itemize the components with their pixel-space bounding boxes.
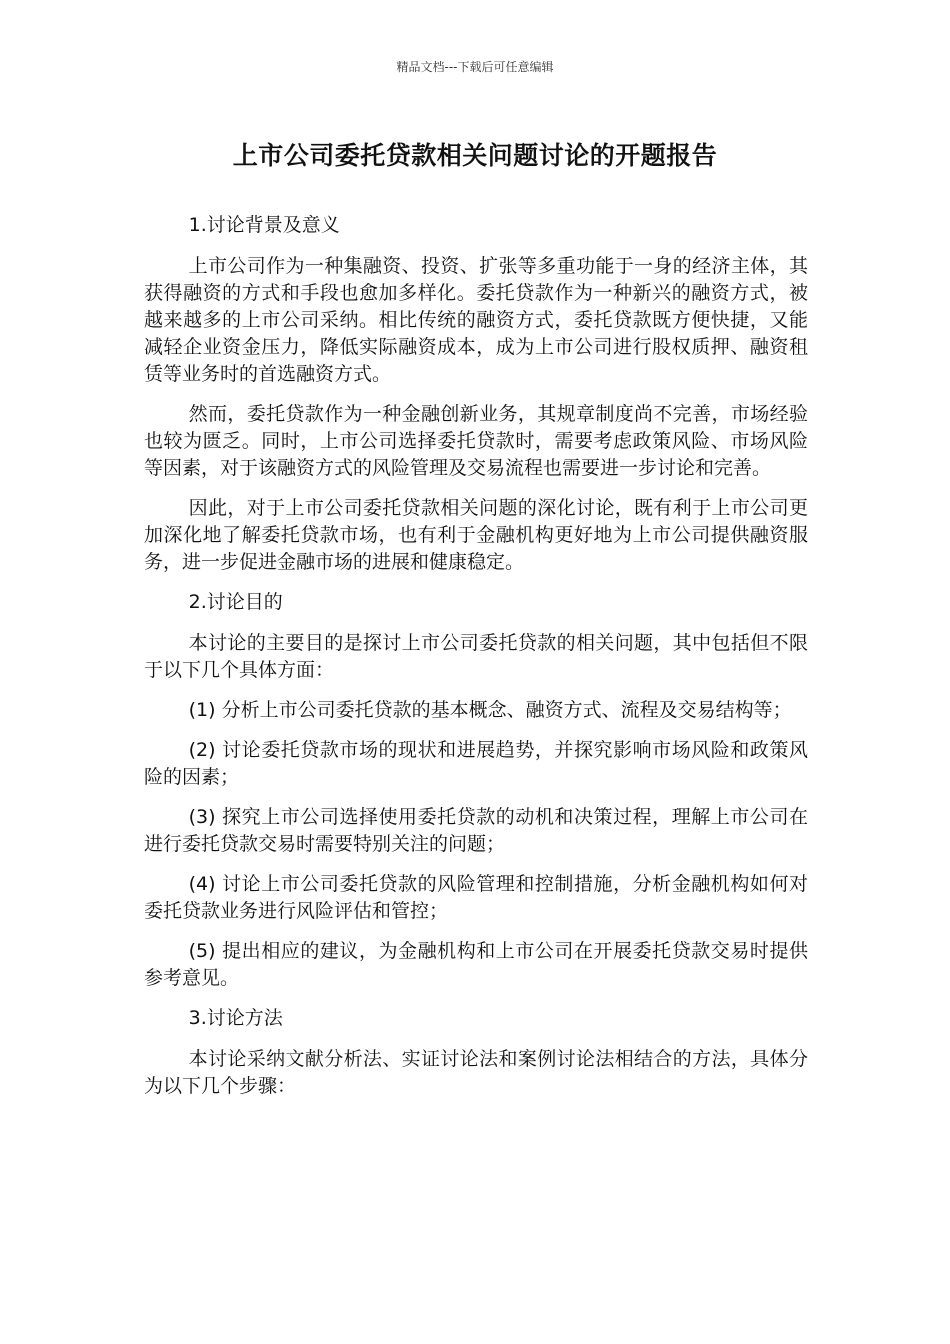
list-item-purpose-4: (4) 讨论上市公司委托贷款的风险管理和控制措施，分析金融机构如何对委托贷款业务进行风险评估和管控；	[144, 873, 808, 922]
section-heading-background: 1.讨论背景及意义	[188, 214, 340, 236]
list-item-purpose-5: (5) 提出相应的建议，为金融机构和上市公司在开展委托贷款交易时提供参考意见。	[144, 940, 808, 989]
paragraph-background-1: 上市公司作为一种集融资、投资、扩张等多重功能于一身的经济主体，其获得融资的方式和手段也愈加多样化。委托贷款作为一种新兴的融资方式，被越来越多的上市公司采纳。相比传统的融资方式，委托贷款既方便快捷，又能减轻企业资金压力，降低实际融资成本，成为上市公司进行股权质押、融资租赁等业务时的首选融资方式。	[144, 255, 808, 385]
list-item-purpose-3: (3) 探究上市公司选择使用委托贷款的动机和决策过程，理解上市公司在进行委托贷款交易时需要特别关注的问题；	[144, 806, 808, 855]
paragraph-purpose-intro: 本讨论的主要目的是探讨上市公司委托贷款的相关问题，其中包括但不限于以下几个具体方面：	[144, 632, 808, 681]
paragraph-background-3: 因此，对于上市公司委托贷款相关问题的深化讨论，既有利于上市公司更加深化地了解委托贷款市场，也有利于金融机构更好地为上市公司提供融资服务，进一步促进金融市场的进展和健康稳定。	[144, 497, 808, 573]
document-title: 上市公司委托贷款相关问题讨论的开题报告	[232, 141, 718, 170]
document-body	[144, 212, 808, 1113]
list-item-purpose-1: (1) 分析上市公司委托贷款的基本概念、融资方式、流程及交易结构等；	[188, 699, 792, 721]
list-item-purpose-2: (2) 讨论委托贷款市场的现状和进展趋势，并探究影响市场风险和政策风险的因素；	[144, 739, 808, 788]
page-header-watermark: 精品文档---下载后可任意编辑	[396, 60, 554, 74]
paragraph-background-2: 然而，委托贷款作为一种金融创新业务，其规章制度尚不完善，市场经验也较为匮乏。同时，上市公司选择委托贷款时，需要考虑政策风险、市场风险等因素，对于该融资方式的风险管理及交易流程也需要进一步讨论和完善。	[144, 403, 808, 479]
paragraph-methods-intro: 本讨论采纳文献分析法、实证讨论法和案例讨论法相结合的方法，具体分为以下几个步骤：	[144, 1048, 808, 1097]
section-heading-purpose: 2.讨论目的	[188, 591, 283, 613]
section-heading-methods: 3.讨论方法	[188, 1007, 283, 1029]
